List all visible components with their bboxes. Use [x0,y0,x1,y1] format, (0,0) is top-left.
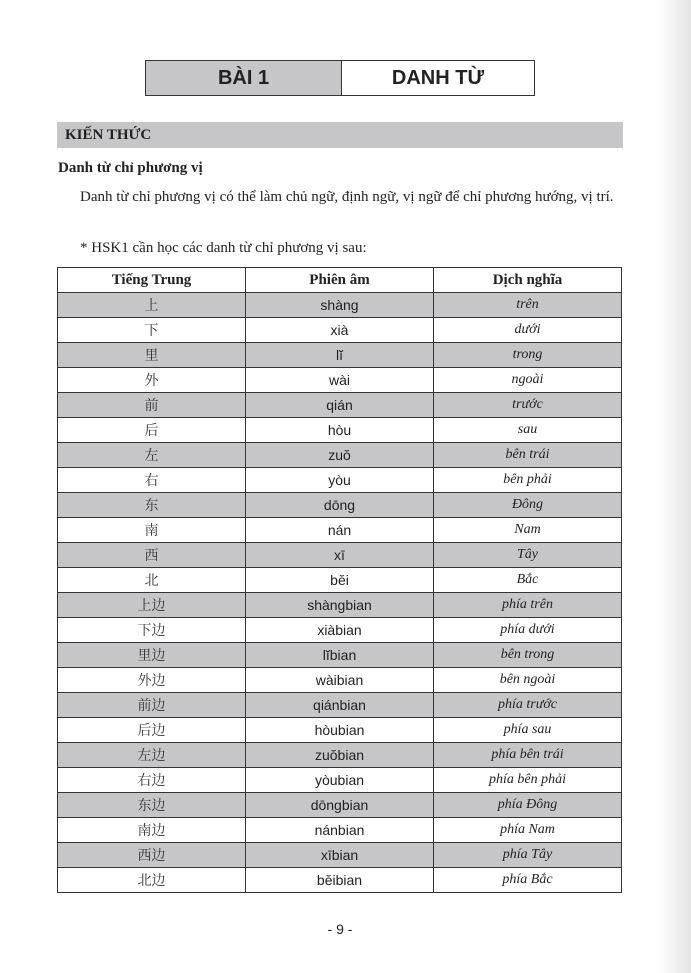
meaning-cell: phía Bắc [434,868,622,893]
meaning-cell: bên phải [434,468,622,493]
chinese-cell: 后边 [58,718,246,743]
pinyin-cell: xībian [246,843,434,868]
lesson-number: BÀI 1 [146,61,342,95]
subheading: Danh từ chỉ phương vị [58,160,203,176]
column-header-meaning: Dịch nghĩa [434,268,622,293]
chinese-cell: 西边 [58,843,246,868]
meaning-cell: ngoài [434,368,622,393]
chinese-cell: 外 [58,368,246,393]
table-row [58,768,622,793]
meaning-cell: Nam [434,518,622,543]
table-row [58,868,622,893]
intro-paragraph: Danh từ chỉ phương vị có thể làm chủ ngữ, định ngữ, vị ngữ để chỉ phương hướng, vị trí. [80,189,614,205]
table-row [58,643,622,668]
pinyin-cell: yòu [246,468,434,493]
table-row [58,843,622,868]
pinyin-cell: wàibian [246,668,434,693]
table-row [58,518,622,543]
chinese-cell: 前 [58,393,246,418]
table-header-row [58,268,622,293]
pinyin-cell: xià [246,318,434,343]
pinyin-cell: lĭbian [246,643,434,668]
chinese-cell: 东边 [58,793,246,818]
chinese-cell: 南边 [58,818,246,843]
table-row [58,668,622,693]
table-row [58,718,622,743]
chinese-cell: 右边 [58,768,246,793]
meaning-cell: phía dưới [434,618,622,643]
chinese-cell: 后 [58,418,246,443]
pinyin-cell: bĕi [246,568,434,593]
table-row [58,468,622,493]
table-row [58,568,622,593]
chinese-cell: 下边 [58,618,246,643]
pinyin-cell: xī [246,543,434,568]
table-row [58,793,622,818]
chinese-cell: 上边 [58,593,246,618]
chinese-cell: 左 [58,443,246,468]
meaning-cell: phía trước [434,693,622,718]
chinese-cell: 南 [58,518,246,543]
table-row [58,743,622,768]
table-row [58,343,622,368]
meaning-cell: Đông [434,493,622,518]
pinyin-cell: shàngbian [246,593,434,618]
chinese-cell: 东 [58,493,246,518]
table-body [58,293,622,893]
lesson-title-box [145,60,535,96]
table-row [58,293,622,318]
meaning-cell: sau [434,418,622,443]
pinyin-cell: nánbian [246,818,434,843]
pinyin-cell: lĭ [246,343,434,368]
pinyin-cell: shàng [246,293,434,318]
column-header-pinyin: Phiên âm [246,268,434,293]
chinese-cell: 北 [58,568,246,593]
meaning-cell: bên ngoài [434,668,622,693]
meaning-cell: phía Tây [434,843,622,868]
table-row [58,543,622,568]
chinese-cell: 下 [58,318,246,343]
meaning-cell: phía sau [434,718,622,743]
table-row [58,418,622,443]
table-row [58,618,622,643]
page-number: - 9 - [327,921,353,937]
table-row [58,393,622,418]
pinyin-cell: xiàbian [246,618,434,643]
section-header: KIẾN THỨC [57,122,623,148]
chinese-cell: 上 [58,293,246,318]
meaning-cell: trên [434,293,622,318]
pinyin-cell: nán [246,518,434,543]
page-edge-shadow [657,0,691,973]
meaning-cell: trước [434,393,622,418]
table-row [58,443,622,468]
table-row [58,368,622,393]
chinese-cell: 左边 [58,743,246,768]
meaning-cell: phía bên trái [434,743,622,768]
chinese-cell: 北边 [58,868,246,893]
meaning-cell: trong [434,343,622,368]
table-row [58,818,622,843]
meaning-cell: dưới [434,318,622,343]
pinyin-cell: yòubian [246,768,434,793]
pinyin-cell: dōng [246,493,434,518]
pinyin-cell: dōngbian [246,793,434,818]
meaning-cell: phía trên [434,593,622,618]
meaning-cell: Tây [434,543,622,568]
chinese-cell: 右 [58,468,246,493]
pinyin-cell: bĕibian [246,868,434,893]
meaning-cell: Bắc [434,568,622,593]
meaning-cell: phía bên phải [434,768,622,793]
chinese-cell: 里 [58,343,246,368]
pinyin-cell: hòubian [246,718,434,743]
chinese-cell: 西 [58,543,246,568]
pinyin-cell: wài [246,368,434,393]
pinyin-cell: zuŏ [246,443,434,468]
column-header-chinese: Tiếng Trung [58,268,246,293]
chinese-cell: 里边 [58,643,246,668]
meaning-cell: phía Nam [434,818,622,843]
table-row [58,318,622,343]
pinyin-cell: zuŏbian [246,743,434,768]
table-row [58,493,622,518]
meaning-cell: bên trái [434,443,622,468]
vocabulary-table [57,267,622,893]
lesson-topic: DANH TỪ [391,66,485,89]
table-row [58,593,622,618]
pinyin-cell: hòu [246,418,434,443]
meaning-cell: phía Đông [434,793,622,818]
pinyin-cell: qiánbian [246,693,434,718]
chinese-cell: 前边 [58,693,246,718]
meaning-cell: bên trong [434,643,622,668]
pinyin-cell: qián [246,393,434,418]
table-row [58,693,622,718]
note-text: * HSK1 cần học các danh từ chỉ phương vị sau: [80,240,367,256]
chinese-cell: 外边 [58,668,246,693]
